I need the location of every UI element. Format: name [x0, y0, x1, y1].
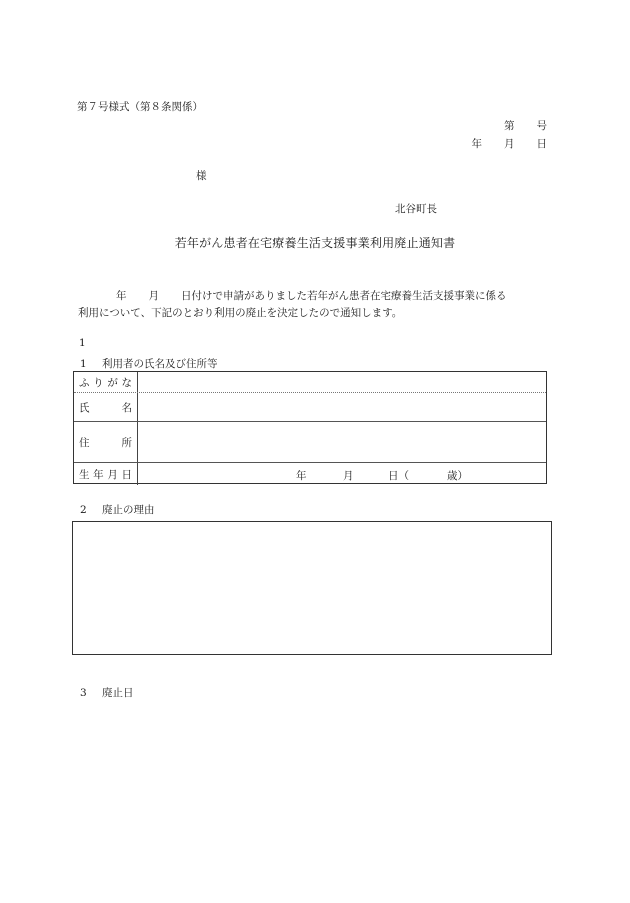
birthdate-label: 生 年 月 日 — [74, 463, 138, 485]
section-2-heading — [80, 502, 155, 517]
sender-name: 北谷町長 — [395, 203, 437, 215]
age-unit: 歳） — [447, 470, 468, 482]
table-row-name — [74, 393, 546, 422]
table-row-furigana — [74, 372, 546, 393]
section-1-title: 利用者の氏名及び住所等 — [102, 358, 218, 370]
doc-date-year: 年 — [471, 138, 482, 150]
section-3-heading — [80, 685, 134, 700]
furigana-label: ふ り が な — [74, 372, 138, 392]
doc-date-day: 日 — [536, 138, 547, 150]
document-date — [472, 136, 548, 151]
birth-year-unit: 年 — [296, 470, 307, 482]
reason-text-box[interactable] — [72, 521, 552, 655]
document-number — [504, 118, 547, 133]
table-row-birthdate — [74, 463, 546, 485]
section-2-title: 廃止の理由 — [102, 504, 155, 516]
section-3-title: 廃止日 — [102, 687, 134, 699]
birth-month-unit: 月 — [343, 470, 354, 482]
section-1-number: 1 — [80, 358, 87, 370]
furigana-field[interactable] — [138, 372, 546, 392]
section-3-number: 3 — [80, 687, 87, 699]
body-year: 年 — [116, 290, 127, 302]
body-text-line-2: 利用について、下記のとおり利用の廃止を決定したので通知します。 — [78, 307, 403, 319]
doc-date-month: 月 — [504, 138, 515, 150]
body-line1-rest: 日付けで申請がありました若年がん患者在宅療養生活支援事業に係る — [181, 290, 507, 302]
name-label: 氏 名 — [74, 393, 138, 421]
address-field[interactable] — [138, 422, 546, 462]
stray-mark: 1 — [79, 337, 86, 349]
document-title: 若年がん患者在宅療養生活支援事業利用廃止通知書 — [174, 236, 456, 250]
body-text-line-1 — [78, 288, 507, 303]
section-2-number: 2 — [80, 504, 87, 516]
name-field[interactable] — [138, 393, 546, 421]
doc-number-suffix: 号 — [536, 120, 547, 132]
user-info-table — [73, 371, 547, 484]
birthdate-field[interactable] — [138, 463, 546, 485]
body-month: 月 — [148, 290, 159, 302]
address-label: 住 所 — [74, 422, 138, 462]
addressee-suffix: 様 — [196, 170, 207, 182]
table-row-address — [74, 422, 546, 463]
section-1-heading — [80, 356, 218, 371]
form-number-label: 第７号様式（第８条関係） — [77, 101, 203, 113]
doc-number-prefix: 第 — [504, 120, 515, 132]
birth-day-unit: 日（ — [388, 470, 409, 482]
